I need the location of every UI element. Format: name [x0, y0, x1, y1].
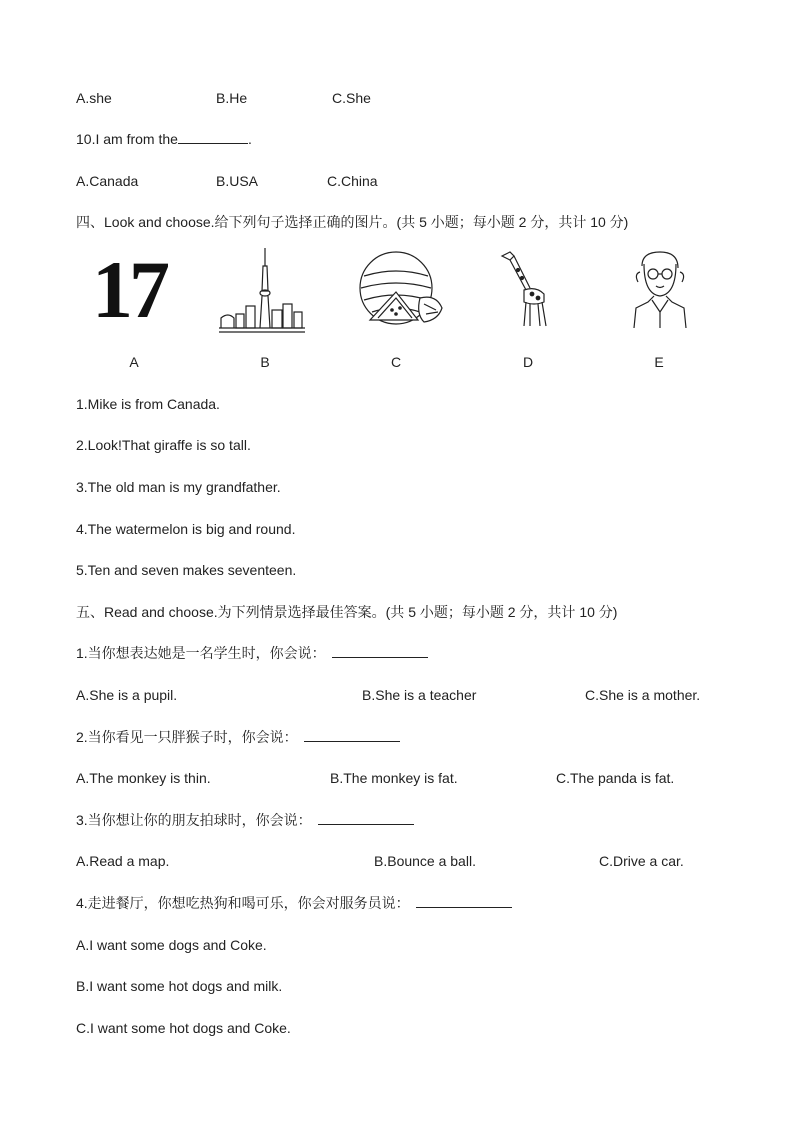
q9-option-a: A.she — [76, 90, 112, 106]
picture-label-c: C — [390, 354, 402, 370]
picture-label-d: D — [522, 354, 534, 370]
answer-blank — [318, 810, 414, 825]
q10-question: 10.I am from the . — [76, 131, 252, 147]
picture-c-watermelon — [354, 248, 446, 334]
sentence-4: 4.The watermelon is big and round. — [76, 521, 296, 537]
answer-blank — [416, 893, 512, 908]
s5-q1-option-a: A.She is a pupil. — [76, 687, 178, 703]
s5-q1-option-c: C.She is a mother. — [585, 687, 701, 703]
section4-heading: 四、Look and choose.给下列句子选择正确的图片。(共 5 小题；每小题 2 分，共计 10 分) — [76, 214, 629, 230]
s5-q1-prompt: 1.当你想表达她是一名学生时，你会说： — [76, 645, 326, 661]
s5-q3-option-a: A.Read a map. — [76, 853, 170, 869]
s5-q4-prompt: 4.走进餐厅，你想吃热狗和喝可乐，你会对服务员说： — [76, 895, 410, 911]
q9-option-c: C.She — [332, 90, 371, 106]
sentence-1: 1.Mike is from Canada. — [76, 396, 220, 412]
s5-q4-option-a: A.I want some dogs and Coke. — [76, 937, 267, 953]
picture-b-skyline — [218, 246, 306, 336]
q9-option-b: B.He — [216, 90, 248, 106]
s5-q3-option-b: B.Bounce a ball. — [374, 853, 476, 869]
s5-q3-prompt: 3.当你想让你的朋友拍球时，你会说： — [76, 812, 312, 828]
sentence-2: 2.Look!That giraffe is so tall. — [76, 437, 251, 453]
picture-label-e: E — [654, 354, 664, 370]
s5-question-4 — [76, 893, 512, 913]
s5-q3-option-c: C.Drive a car. — [599, 853, 684, 869]
picture-number-text: 17 — [92, 244, 166, 335]
q10-text: 10.I am from the — [76, 131, 178, 147]
q10-option-c: C.China — [327, 173, 378, 189]
sentence-5: 5.Ten and seven makes seventeen. — [76, 562, 297, 578]
picture-a-number — [92, 244, 187, 335]
picture-e-old-man — [628, 246, 692, 330]
s5-q2-option-b: B.The monkey is fat. — [330, 770, 458, 786]
q10-option-a: A.Canada — [76, 173, 139, 189]
picture-label-b: B — [260, 354, 270, 370]
answer-blank — [332, 643, 428, 658]
sentence-3: 3.The old man is my grandfather. — [76, 479, 281, 495]
s5-question-3 — [76, 810, 414, 830]
s5-q1-option-b: B.She is a teacher — [362, 687, 477, 703]
s5-question-2 — [76, 727, 400, 747]
picture-label-a: A — [129, 354, 139, 370]
answer-blank — [178, 129, 248, 144]
s5-q2-option-c: C.The panda is fat. — [556, 770, 675, 786]
q10-option-b: B.USA — [216, 173, 259, 189]
section5-heading: 五、Read and choose.为下列情景选择最佳答案。(共 5 小题；每小题 2 分，共计 10 分) — [76, 604, 618, 620]
answer-blank — [304, 727, 400, 742]
s5-q2-prompt: 2.当你看见一只胖猴子时，你会说： — [76, 729, 298, 745]
s5-question-1 — [76, 643, 428, 663]
picture-d-giraffe — [496, 248, 552, 330]
s5-q4-option-b: B.I want some hot dogs and milk. — [76, 978, 283, 994]
s5-q2-option-a: A.The monkey is thin. — [76, 770, 211, 786]
s5-q4-option-c: C.I want some hot dogs and Coke. — [76, 1020, 291, 1036]
